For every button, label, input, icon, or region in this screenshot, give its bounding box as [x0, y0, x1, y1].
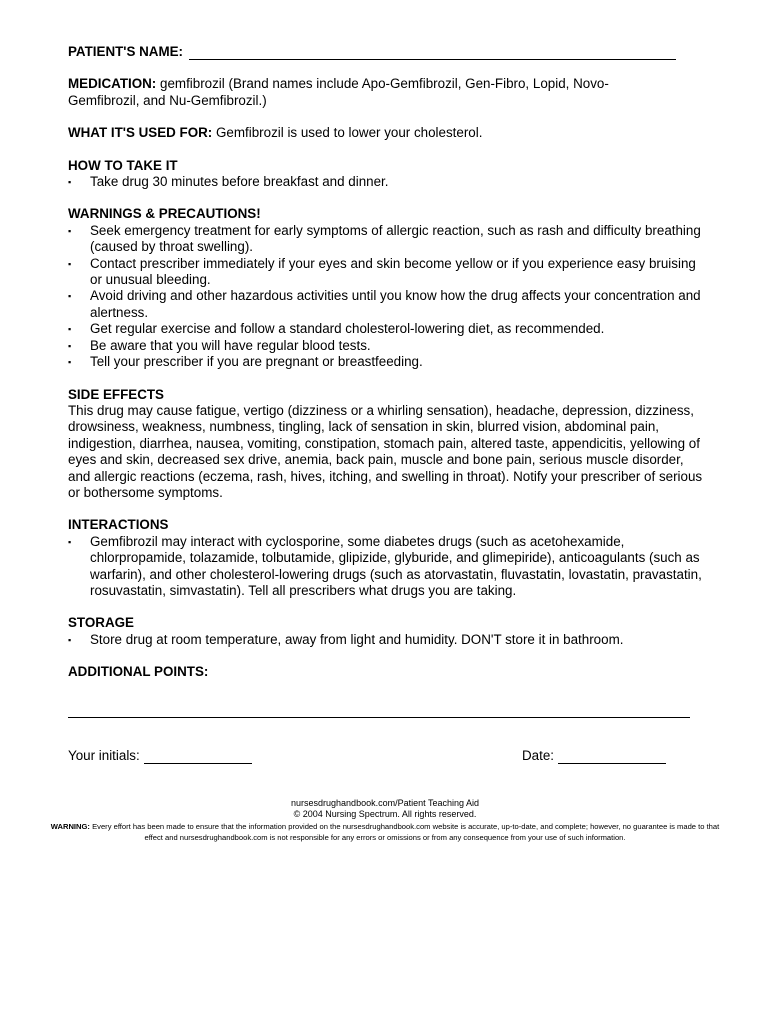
list-item: ▪ Seek emergency treatment for early symptoms of allergic reaction, such as rash and difficulty breathing (caused by throat swelling). [68, 222, 701, 255]
footer [0, 798, 770, 844]
signoff-row [68, 748, 666, 764]
list-item: ▪ Take drug 30 minutes before breakfast and dinner. [68, 174, 389, 190]
bullet-icon: ▪ [68, 340, 72, 351]
side-effects-text: This drug may cause fatigue, vertigo (dizziness or a whirling sensation), headache, depression, dizziness, drowsiness, weakness, numbness, tingling, lack of sensation in skin, blurred vision, abdominal pain, indigestion, diarrhea, nausea, vomiting, constipation, stomach pain, altered taste, appendicitis, yellowing of eyes and skin, decreased sex drive, anemia, back pain, muscle and bone pain, serious muscle disorder, and allergic reactions (eczema, rash, hives, itching, and swelling in throat). Notify your prescriber of serious or bothersome symptoms. [68, 402, 703, 500]
warnings-section [68, 206, 708, 370]
side-effects-heading: SIDE EFFECTS [68, 386, 164, 402]
patient-name-label: PATIENT'S NAME: [68, 44, 184, 59]
how-to-take-heading: HOW TO TAKE IT [68, 157, 178, 173]
storage-heading: STORAGE [68, 615, 134, 631]
additional-points-section [68, 664, 708, 717]
list-item: ▪ Contact prescriber immediately if your eyes and skin become yellow or if you experience easy bruising or unusual bleeding. [68, 255, 696, 288]
initials-label: Your initials: [68, 747, 140, 763]
medication-text: gemfibrozil (Brand names include Apo-Gemfibrozil, Gen-Fibro, Lopid, Novo-Gemfibrozil, and Nu-Gemfibrozil.) [68, 76, 609, 108]
medication-section [68, 76, 640, 109]
bullet-icon: ▪ [68, 324, 72, 335]
list-item: ▪ Gemfibrozil may interact with cyclosporine, some diabetes drugs (such as acetohexamide, chlorpropamide, tolazamide, tolbutamide, glipizide, glyburide, and glimepiride), anticoagulants (such as warfarin), and other cholesterol-lowering drugs (such as atorvastatin, fluvastatin, lovastatin, pravastatin, rosuvastatin, simvastatin). Tell all prescribers what drugs you are taking. [68, 533, 702, 598]
footer-warning [0, 821, 770, 844]
how-to-take-section [68, 158, 708, 191]
bullet-icon: ▪ [68, 634, 72, 645]
footer-source: nursesdrughandbook.com/Patient Teaching Aid [291, 798, 479, 808]
date-group [522, 748, 666, 764]
footer-warning-text: Every effort has been made to ensure that the information provided on the nursesdrughandbook.com website is accurate, up-to-date, and complete; however, no guarantee is made to that effect and nursesdrughandbook.com is not responsible for any errors or omissions or from any consequence from your use of such information. [92, 821, 720, 843]
footer-copyright: © 2004 Nursing Spectrum. All rights reserved. [293, 809, 477, 820]
teaching-aid-document [68, 44, 708, 764]
list-item: ▪ Tell your prescriber if you are pregnant or breastfeeding. [68, 354, 423, 370]
initials-group [68, 748, 252, 764]
initials-field[interactable] [144, 751, 252, 764]
list-item: ▪ Be aware that you will have regular blood tests. [68, 337, 371, 353]
bullet-icon: ▪ [68, 536, 72, 547]
medication-label: MEDICATION: [68, 76, 157, 92]
list-item: ▪ Avoid driving and other hazardous activities until you know how the drug affects your concentration and alertness. [68, 288, 701, 320]
bullet-icon: ▪ [68, 258, 72, 269]
patient-name-field[interactable] [189, 47, 676, 60]
patient-name-row [68, 44, 708, 60]
footer-warning-label: WARNING: [50, 821, 90, 831]
bullet-icon: ▪ [68, 177, 72, 188]
list-item: ▪ Store drug at room temperature, away from light and humidity. DON'T store it in bathroom. [68, 631, 624, 647]
date-field[interactable] [558, 751, 666, 764]
used-for-label: WHAT IT'S USED FOR: [68, 125, 213, 141]
storage-section [68, 615, 708, 648]
interactions-heading: INTERACTIONS [68, 517, 169, 533]
side-effects-section [68, 387, 708, 502]
bullet-icon: ▪ [68, 357, 72, 368]
list-item: ▪ Get regular exercise and follow a standard cholesterol-lowering diet, as recommended. [68, 321, 605, 337]
bullet-icon: ▪ [68, 291, 72, 302]
date-label: Date: [521, 747, 554, 763]
used-for-text: Gemfibrozil is used to lower your cholesterol. [216, 125, 483, 141]
additional-points-heading: ADDITIONAL POINTS: [68, 664, 209, 680]
interactions-section [68, 517, 708, 599]
bullet-icon: ▪ [68, 225, 72, 236]
used-for-section [68, 125, 708, 141]
warnings-heading: WARNINGS & PRECAUTIONS! [68, 206, 261, 222]
additional-points-field[interactable] [68, 681, 690, 718]
